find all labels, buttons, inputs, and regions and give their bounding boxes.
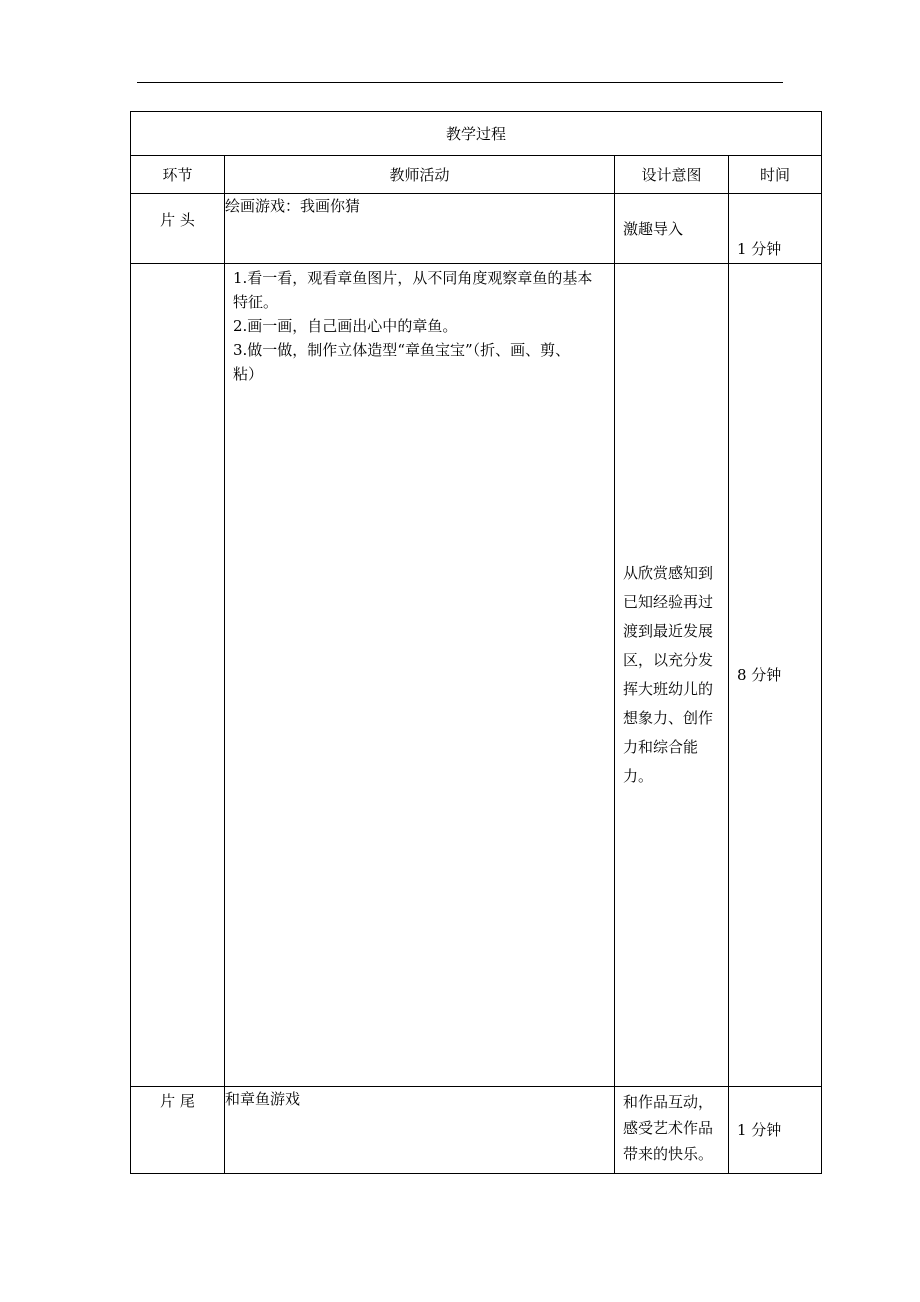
activity-cell: [225, 264, 615, 1087]
purpose-line: 想象力、创作: [623, 709, 714, 727]
purpose-line: 激趣导入: [623, 219, 684, 238]
stage-cell: 片 尾: [131, 1087, 225, 1174]
purpose-cell: [615, 264, 729, 1087]
activity-line: 3.做一做，制作立体造型“章鱼宝宝”（折、画、剪、: [233, 341, 571, 359]
stage-cell: [131, 264, 225, 1087]
purpose-line: 已知经验再过: [623, 593, 714, 611]
table-header-row: [131, 156, 822, 194]
activity-line: 和章鱼游戏: [225, 1090, 301, 1108]
table-row: [131, 1087, 822, 1174]
purpose-line: 挥大班幼儿的: [623, 680, 714, 698]
purpose-line: 力和综合能力。: [623, 738, 699, 785]
time-cell: 8 分钟: [729, 264, 822, 1087]
header-time: 时间: [729, 156, 822, 194]
time-cell: 1 分钟: [729, 194, 822, 264]
stage-cell: 片 头: [131, 194, 225, 264]
purpose-line: 从欣赏感知到: [623, 564, 714, 582]
page-header-rule: [137, 82, 783, 83]
activity-line: 特征。: [233, 293, 279, 311]
time-cell: 1 分钟: [729, 1087, 822, 1174]
activity-line: 粘）: [233, 365, 264, 383]
header-purpose: 设计意图: [615, 156, 729, 194]
activity-line: 2.画一画，自己画出心中的章鱼。: [233, 317, 458, 335]
activity-line: 1.看一看，观看章鱼图片，从不同角度观察章鱼的基本: [233, 269, 593, 287]
activity-cell: [225, 194, 615, 264]
purpose-line: 带来的快乐。: [623, 1145, 714, 1163]
purpose-cell: [615, 1087, 729, 1174]
activity-cell: [225, 1087, 615, 1174]
purpose-line: 区，以充分发: [623, 651, 714, 669]
purpose-line: 渡到最近发展: [623, 622, 714, 640]
purpose-line: 感受艺术作品: [623, 1119, 714, 1137]
table-row: [131, 264, 822, 1087]
activity-line: 绘画游戏：我画你猜: [225, 197, 361, 215]
table-title-row: [131, 112, 822, 156]
teaching-process-table: [130, 111, 822, 1174]
purpose-line: 和作品互动，: [623, 1093, 714, 1111]
header-stage: 环节: [131, 156, 225, 194]
table-title: 教学过程: [131, 112, 822, 156]
purpose-cell: [615, 194, 729, 264]
header-activity: 教师活动: [225, 156, 615, 194]
table-row: [131, 194, 822, 264]
